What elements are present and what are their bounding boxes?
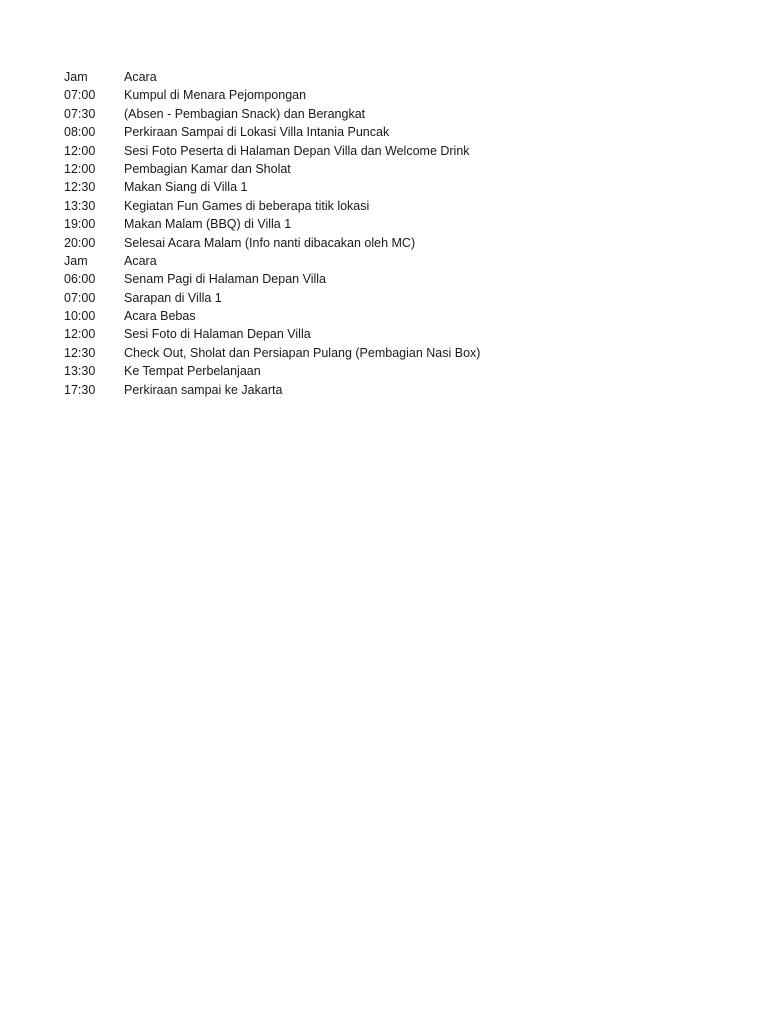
- event-header: Acara: [124, 70, 157, 84]
- time-header: Jam: [64, 70, 88, 84]
- table-row: [64, 234, 704, 252]
- event-cell: Ke Tempat Perbelanjaan: [124, 364, 261, 379]
- table-row: [64, 344, 704, 362]
- table-row: [64, 289, 704, 307]
- time-cell: 10:00: [64, 309, 96, 324]
- table-row: [64, 197, 704, 215]
- table-row: [64, 270, 704, 288]
- table-row: [64, 362, 704, 380]
- table-row: [64, 178, 704, 196]
- event-cell: Perkiraan Sampai di Lokasi Villa Intania Puncak: [124, 125, 390, 140]
- time-cell: 12:30: [64, 180, 96, 195]
- time-cell: 19:00: [64, 217, 96, 232]
- time-header: Jam: [64, 253, 88, 268]
- time-cell: 13:30: [64, 198, 96, 213]
- table-header-row: [64, 252, 704, 270]
- time-cell: 07:00: [64, 290, 96, 305]
- table-header-row: [64, 68, 704, 86]
- time-cell: 20:00: [64, 235, 96, 250]
- time-cell: 08:00: [64, 125, 96, 140]
- time-cell: 07:30: [64, 106, 96, 121]
- event-cell: Sesi Foto di Halaman Depan Villa: [124, 327, 311, 342]
- table-row: [64, 215, 704, 233]
- table-row: [64, 160, 704, 178]
- table-row: [64, 307, 704, 325]
- time-cell: 12:00: [64, 327, 96, 342]
- table-row: [64, 142, 704, 160]
- time-cell: 12:00: [64, 143, 96, 158]
- time-cell: 17:30: [64, 382, 96, 397]
- time-cell: 06:00: [64, 272, 96, 287]
- event-cell: Senam Pagi di Halaman Depan Villa: [124, 272, 326, 287]
- table-row: [64, 105, 704, 123]
- event-cell: Acara Bebas: [124, 309, 196, 324]
- table-row: [64, 381, 704, 399]
- event-header: Acara: [124, 253, 157, 268]
- event-cell: Pembagian Kamar dan Sholat: [124, 161, 291, 176]
- event-cell: Perkiraan sampai ke Jakarta: [124, 382, 283, 397]
- table-row: [64, 325, 704, 343]
- time-cell: 07:00: [64, 88, 96, 103]
- event-cell: Kegiatan Fun Games di beberapa titik lokasi: [124, 198, 370, 213]
- event-cell: (Absen - Pembagian Snack) dan Berangkat: [124, 106, 366, 121]
- event-cell: Sesi Foto Peserta di Halaman Depan Villa dan Welcome Drink: [124, 143, 470, 158]
- time-cell: 13:30: [64, 364, 96, 379]
- schedule-table: [64, 68, 704, 399]
- time-cell: 12:00: [64, 161, 96, 176]
- table-row: [64, 123, 704, 141]
- event-cell: Makan Siang di Villa 1: [124, 180, 248, 195]
- event-cell: Makan Malam (BBQ) di Villa 1: [124, 217, 292, 232]
- event-cell: Check Out, Sholat dan Persiapan Pulang (Pembagian Nasi Box): [124, 345, 481, 360]
- event-cell: Selesai Acara Malam (Info nanti dibacakan oleh MC): [124, 235, 416, 250]
- event-cell: Sarapan di Villa 1: [124, 290, 222, 305]
- table-row: [64, 86, 704, 104]
- event-cell: Kumpul di Menara Pejompongan: [124, 88, 307, 103]
- time-cell: 12:30: [64, 345, 96, 360]
